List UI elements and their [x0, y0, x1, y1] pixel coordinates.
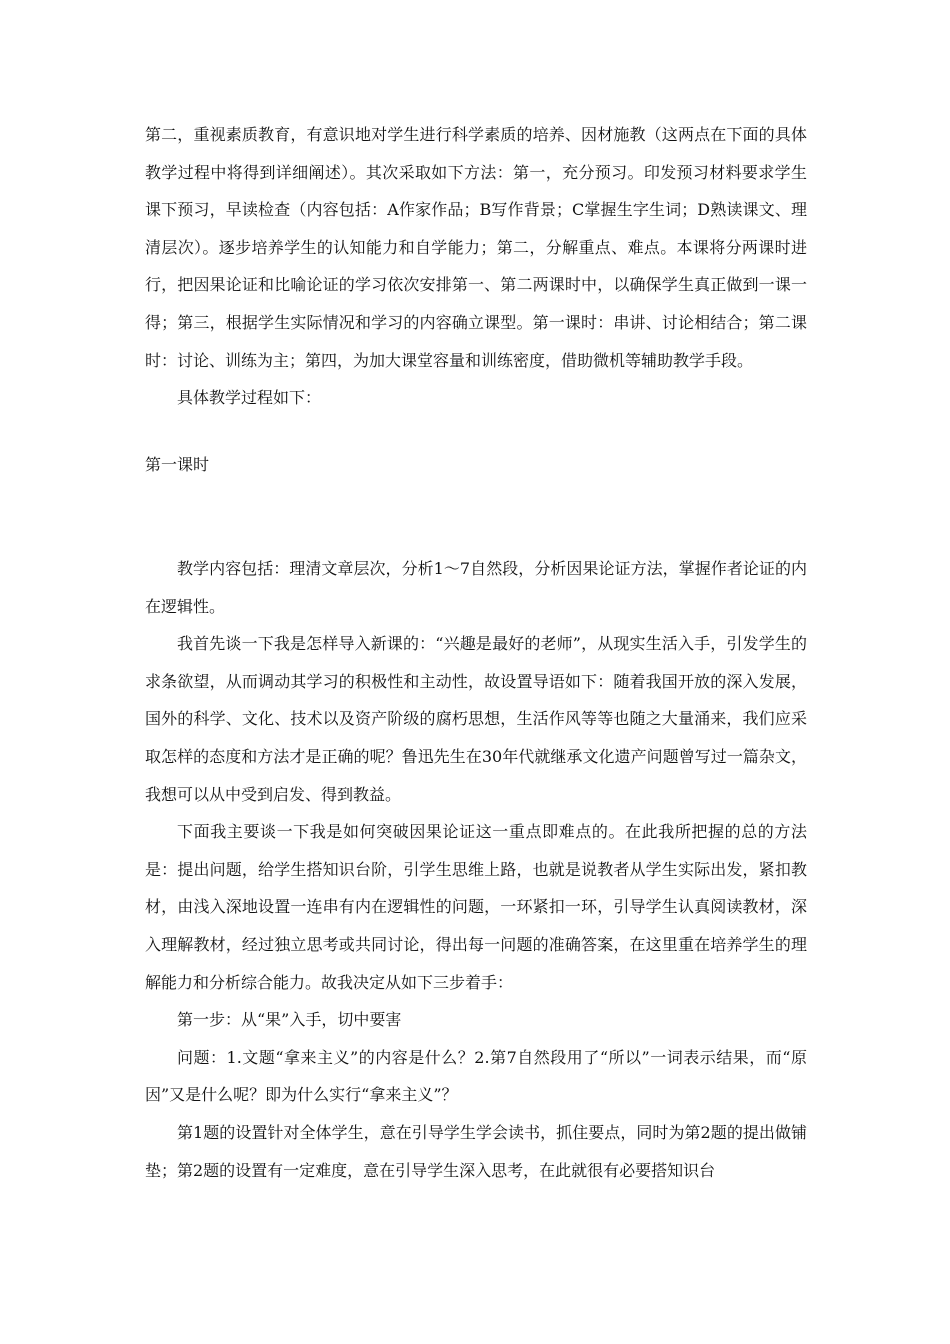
methods-paragraph: 第二，重视素质教育，有意识地对学生进行科学素质的培养、因材施教（这两点在下面的具体教学过程中将得到详细阐述）。其次采取如下方法：第一，充分预习。印发预习材料要求学生课下预习，早读检查（内容包括：A作家作品；B写作背景；C掌握生字生词；D熟读课文、理清层次）。逐步培养学生的认知能力和自学能力；第二，分解重点、难点。本课将分两课时进行，把因果论证和比喻论证的学习依次安排第一、第二两课时中，以确保学生真正做到一课一得；第三，根据学生实际情况和学习的内容确立课型。第一课时：串讲、讨论相结合；第二课时：讨论、训练为主；第四，为加大课堂容量和训练密度，借助微机等辅助教学手段。 [145, 125, 807, 370]
lesson-body [145, 550, 807, 1189]
questions-paragraph: 问题：1.文题“拿来主义”的内容是什么？2.第7自然段用了“所以”一词表示结果，而“原因”又是什么呢？即为什么实行“拿来主义”？ [145, 1047, 807, 1105]
question-design-paragraph: 第1题的设置针对全体学生，意在引导学生学会读书，抓住要点，同时为第2题的提出做铺垫；第2题的设置有一定难度，意在引导学生深入思考，在此就很有必要搭知识台 [145, 1122, 807, 1180]
step-one-heading: 第一步：从“果”入手，切中要害 [177, 1010, 402, 1030]
content-paragraph: 教学内容包括：理清文章层次，分析1～7自然段，分析因果论证方法，掌握作者论证的内在逻辑性。 [145, 559, 807, 616]
lesson-heading-block [145, 446, 807, 484]
intro-paragraph: 我首先谈一下我是怎样导入新课的：“兴趣是最好的老师”，从现实生活入手，引发学生的求条欲望，从而调动其学习的积极性和主动性，故设置导语如下：随着我国开放的深入发展，国外的科学、文化、技术以及资产阶级的腐朽思想，生活作风等等也随之大量涌来，我们应采取怎样的态度和方法才是正确的呢？鲁迅先生在30年代就继承文化遗产问题曾写过一篇杂文，我想可以从中受到启发、得到教益。 [145, 634, 807, 804]
lesson-heading: 第一课时 [145, 455, 210, 474]
method-paragraph: 下面我主要谈一下我是如何突破因果论证这一重点即难点的。在此我所把握的总的方法是：提出问题，给学生搭知识台阶，引学生思维上路，也就是说教者从学生实际出发，紧扣教材，由浅入深地设置一连串有内在逻辑性的问题，一环紧扣一环，引导学生认真阅读教材，深入理解教材，经过独立思考或共同讨论，得出每一问题的准确答案，在这里重在培养学生的理解能力和分析综合能力。故我决定从如下三步着手： [145, 822, 807, 992]
process-intro: 具体教学过程如下： [177, 388, 322, 408]
intro-section [145, 116, 807, 417]
